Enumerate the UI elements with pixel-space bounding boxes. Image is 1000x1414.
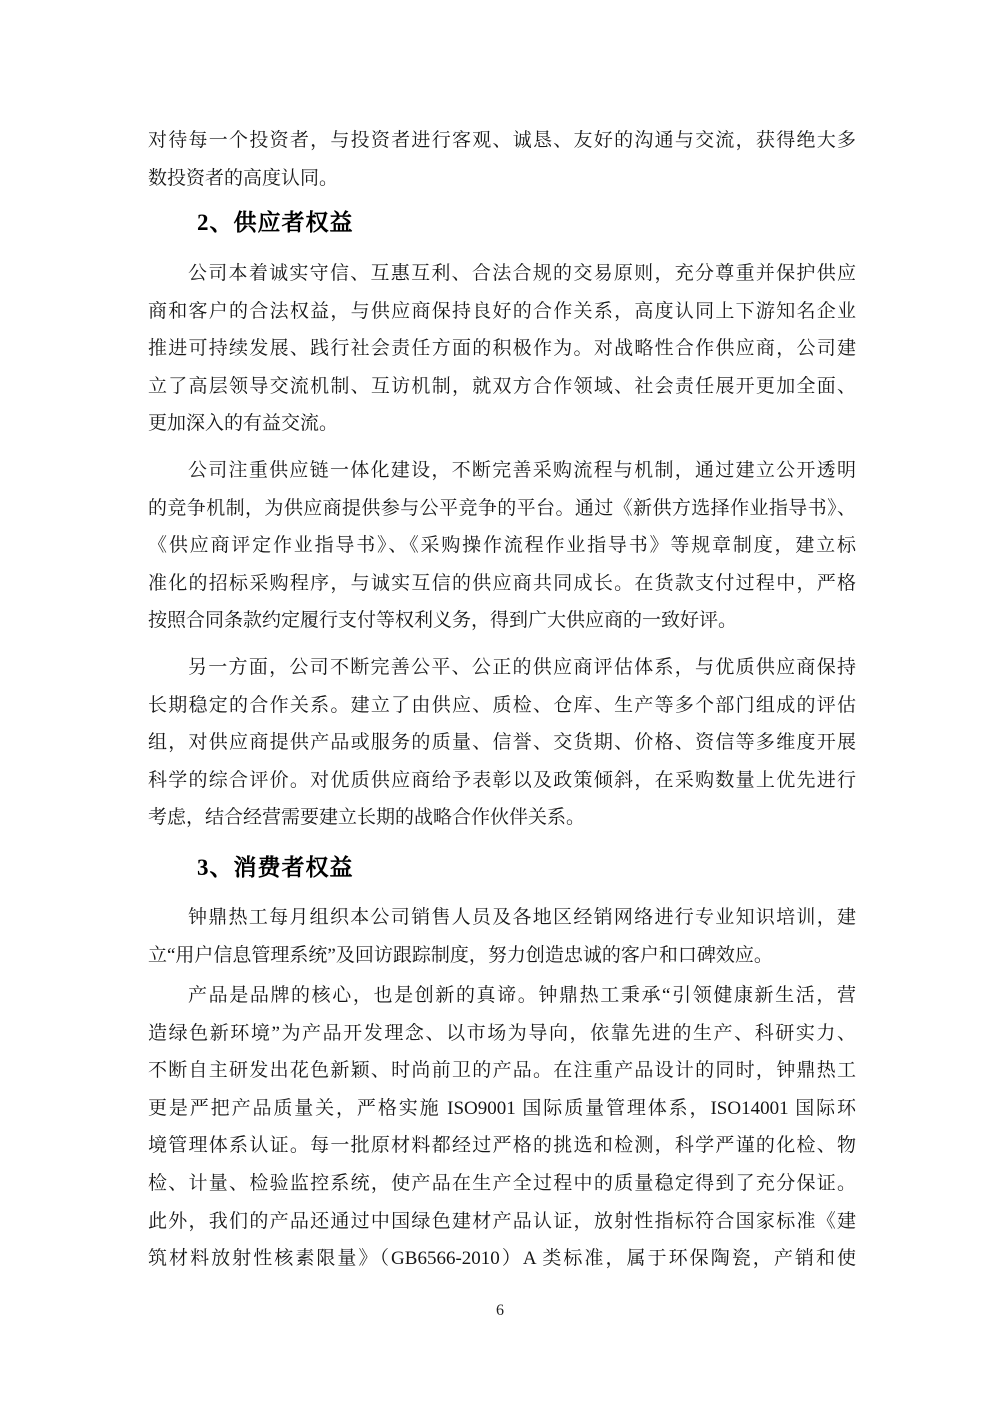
text-line: 造绿色新环境”为产品开发理念、以市场为导向，依靠先进的生产、科研实力、 [148, 1022, 856, 1044]
text-line: 对待每一个投资者，与投资者进行客观、诚恳、友好的沟通与交流，获得绝大多 [148, 130, 856, 151]
text-line: 考虑，结合经营需要建立长期的战略合作伙伴关系。 [148, 807, 586, 829]
text-line: 《供应商评定作业指导书》、《采购操作流程作业指导书》等规章制度，建立标 [148, 535, 856, 557]
section-heading-supplier-rights: 2、供应者权益 [197, 210, 354, 235]
paragraph-supply-chain [148, 452, 856, 640]
text-line: 筑材料放射性核素限量》（GB6566-2010）A 类标准，属于环保陶瓷，产销和使 [148, 1248, 856, 1270]
paragraph-product-quality [148, 977, 856, 1278]
text-line: 更加深入的有益交流。 [148, 413, 339, 435]
text-line: 组，对供应商提供产品或服务的质量、信誉、交货期、价格、资信等多维度开展 [148, 732, 856, 754]
text-line: 科学的综合评价。对优质供应商给予表彰以及政策倾斜，在采购数量上优先进行 [148, 769, 856, 791]
text-line: 数投资者的高度认同。 [148, 167, 339, 189]
page-number: 6 [496, 1302, 504, 1319]
text-line: 公司注重供应链一体化建设，不断完善采购流程与机制，通过建立公开透明 [188, 460, 856, 481]
paragraph-investors-continued [148, 122, 856, 197]
text-line: 推进可持续发展、践行社会责任方面的积极作为。对战略性合作供应商，公司建 [148, 338, 856, 360]
paragraph-supplier-evaluation [148, 649, 856, 837]
text-line: 立“用户信息管理系统”及回访跟踪制度，努力创造忠诚的客户和口碑效应。 [148, 944, 773, 966]
section-heading-consumer-rights: 3、消费者权益 [197, 855, 354, 880]
text-line: 另一方面，公司不断完善公平、公正的供应商评估体系，与优质供应商保持 [188, 657, 856, 678]
text-line: 按照合同条款约定履行支付等权利义务，得到广大供应商的一致好评。 [148, 610, 738, 632]
text-line: 产品是品牌的核心，也是创新的真谛。钟鼎热工秉承“引领健康新生活，营 [188, 985, 856, 1006]
paragraph-consumer-training [148, 899, 856, 974]
text-line: 的竞争机制，为供应商提供参与公平竞争的平台。通过《新供方选择作业指导书》、 [148, 497, 856, 519]
text-line: 更是严把产品质量关，严格实施 ISO9001 国际质量管理体系，ISO14001 国际环 [148, 1097, 856, 1119]
text-line: 钟鼎热工每月组织本公司销售人员及各地区经销网络进行专业知识培训，建 [188, 907, 856, 928]
text-line: 商和客户的合法权益，与供应商保持良好的合作关系，高度认同上下游知名企业 [148, 300, 856, 322]
text-line: 境管理体系认证。每一批原材料都经过严格的挑选和检测，科学严谨的化检、物 [148, 1135, 856, 1157]
text-line: 此外，我们的产品还通过中国绿色建材产品认证，放射性指标符合国家标准《建 [148, 1210, 856, 1232]
text-line: 准化的招标采购程序，与诚实互信的供应商共同成长。在货款支付过程中，严格 [148, 572, 856, 594]
text-line: 长期稳定的合作关系。建立了由供应、质检、仓库、生产等多个部门组成的评估 [148, 694, 856, 716]
paragraph-supplier-principles [148, 255, 856, 443]
text-line: 公司本着诚实守信、互惠互利、合法合规的交易原则，充分尊重并保护供应 [188, 263, 856, 284]
text-line: 不断自主研发出花色新颖、时尚前卫的产品。在注重产品设计的同时，钟鼎热工 [148, 1060, 856, 1082]
text-line: 立了高层领导交流机制、互访机制，就双方合作领域、社会责任展开更加全面、 [148, 375, 856, 397]
text-line: 检、计量、检验监控系统，使产品在生产全过程中的质量稳定得到了充分保证。 [148, 1172, 856, 1194]
